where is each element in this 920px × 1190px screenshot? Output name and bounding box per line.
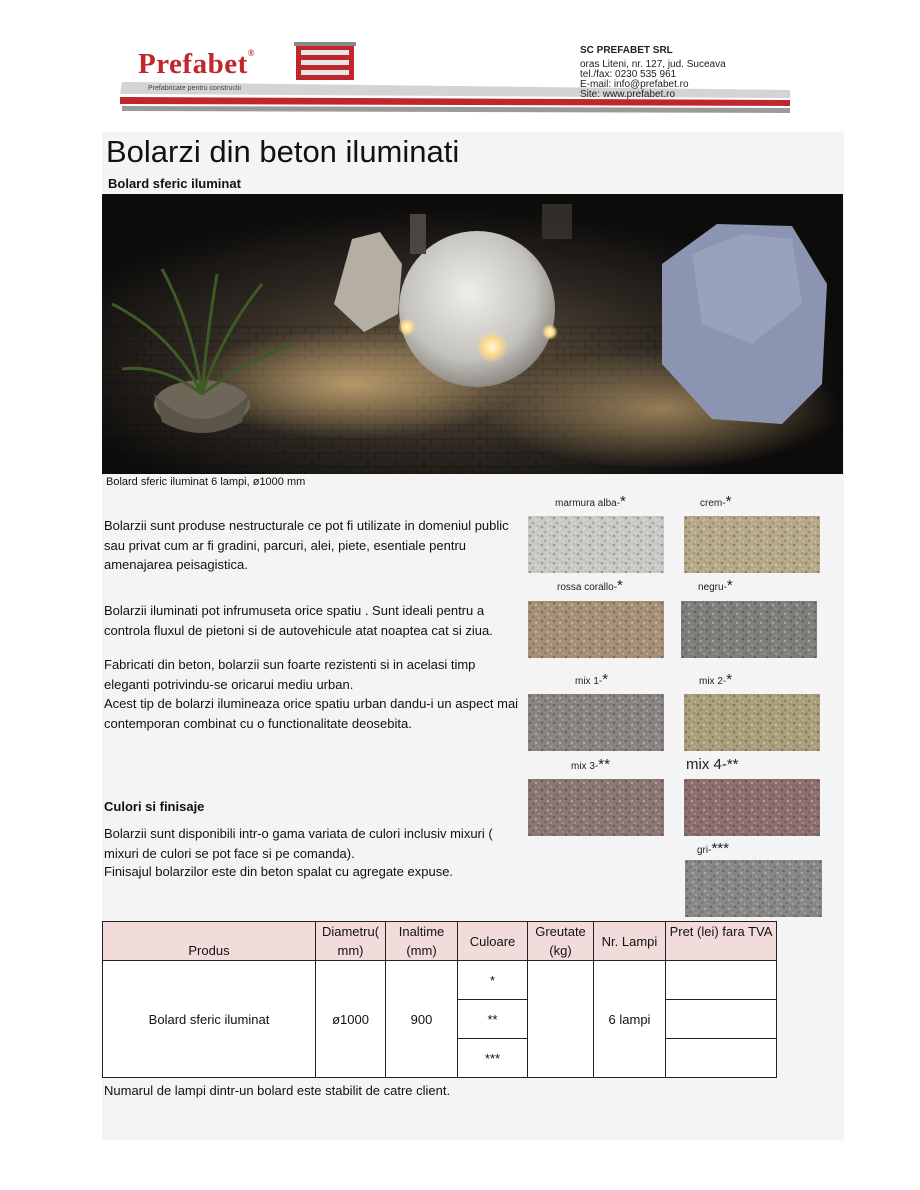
swatch-mix-2 (684, 694, 820, 751)
header-produs: Produs (103, 922, 316, 961)
header-culoare: Culoare (458, 922, 528, 961)
company-address: oras Liteni, nr. 127, jud. Suceava (580, 59, 726, 70)
header-inaltime: Inaltime (mm) (386, 922, 458, 961)
swatch-label: rossa corallo-* (557, 577, 623, 594)
company-site: Site: www.prefabet.ro (580, 89, 676, 100)
price-table (102, 921, 777, 1078)
cell-price (666, 1000, 777, 1039)
swatch-label: marmura alba-* (555, 493, 626, 510)
brand-logo (138, 48, 255, 81)
photo-caption: Bolard sferic iluminat 6 lampi, ø1000 mm (106, 476, 306, 488)
paragraph-finish: Finisajul bolarzilor este din beton spalat cu agregate expuse. (104, 864, 454, 879)
brand-tagline: Prefabricate pentru constructii (148, 85, 241, 92)
cell-lamps: 6 lampi (594, 961, 666, 1078)
swatch-label: mix 2-* (699, 671, 733, 688)
swatch-label: gri-*** (697, 840, 729, 857)
page-title: Bolarzi din beton iluminati (106, 134, 460, 169)
swatch-label: mix 4-** (686, 756, 739, 773)
swatch-mix-4 (684, 779, 820, 836)
company-info (580, 46, 726, 100)
product-photo (102, 194, 843, 474)
paragraph-urban: Acest tip de bolarzi ilumineaza orice spatiu urban dandu-i un aspect mai contemporan combinat cu o functionalitate deosebita. (104, 696, 519, 731)
cell-weight (528, 961, 594, 1078)
brand-registered: ® (247, 48, 255, 58)
swatch-marmura-alba (528, 516, 664, 573)
swatch-label: negru-* (698, 577, 733, 594)
swatch-label: mix 3-** (571, 756, 610, 773)
paragraph-colors: Bolarzii sunt disponibili intr-o gama variata de culori inclusiv mixuri ( mixuri de culori se pot face si pe comanda). (104, 826, 493, 861)
swatch-crem (684, 516, 820, 573)
cell-product: Bolard sferic iluminat (103, 961, 316, 1078)
table-row (103, 961, 777, 1000)
colors-heading: Culori si finisaje (104, 799, 205, 814)
footnote: Numarul de lampi dintr-un bolard este stabilit de catre client. (104, 1083, 451, 1098)
header-diametru: Diametru( mm) (316, 922, 386, 961)
header-pret: Pret (lei) fara TVA (666, 922, 777, 961)
header-nr-lampi: Nr. Lampi (594, 922, 666, 961)
paragraph-lighting: Bolarzii iluminati pot infrumuseta orice spatiu . Sunt ideali pentru a controla fluxul de pietoni si de autovehicule atat noaptea cat si ziua. (104, 603, 493, 638)
cell-price (666, 1039, 777, 1078)
company-email: E-mail: info@prefabet.ro (580, 79, 689, 90)
swatch-rossa-corallo (528, 601, 664, 658)
swatch-label: crem-* (700, 493, 732, 510)
company-phone: tel./fax: 0230 535 961 (580, 69, 677, 80)
company-name: SC PREFABET SRL (580, 45, 673, 56)
cell-diameter: ø1000 (316, 961, 386, 1078)
cell-price (666, 961, 777, 1000)
paragraph-durability: Fabricati din beton, bolarzii sun foarte rezistenti si in acelasi timp eleganti potrivindu-se oricarui mediu urban. (104, 657, 476, 692)
brand-name: Prefabet (138, 48, 248, 80)
swatch-label: mix 1-* (575, 671, 609, 688)
cell-color: ** (458, 1000, 528, 1039)
cell-color: *** (458, 1039, 528, 1078)
swatch-gri (685, 860, 822, 917)
cell-height: 900 (386, 961, 458, 1078)
swatch-mix-3 (528, 779, 664, 836)
cell-color: * (458, 961, 528, 1000)
swatch-mix-1 (528, 694, 664, 751)
header-greutate: Greutate (kg) (528, 922, 594, 961)
swatch-negru (681, 601, 817, 658)
paragraph-intro: Bolarzii sunt produse nestructurale ce pot fi utilizate in domeniul public sau privat cum ar fi gradini, parcuri, alei, piete, esentiale pentru amenajarea peisagistica. (104, 518, 509, 572)
page-subtitle: Bolard sferic iluminat (108, 176, 241, 191)
table-header-row (103, 922, 777, 961)
